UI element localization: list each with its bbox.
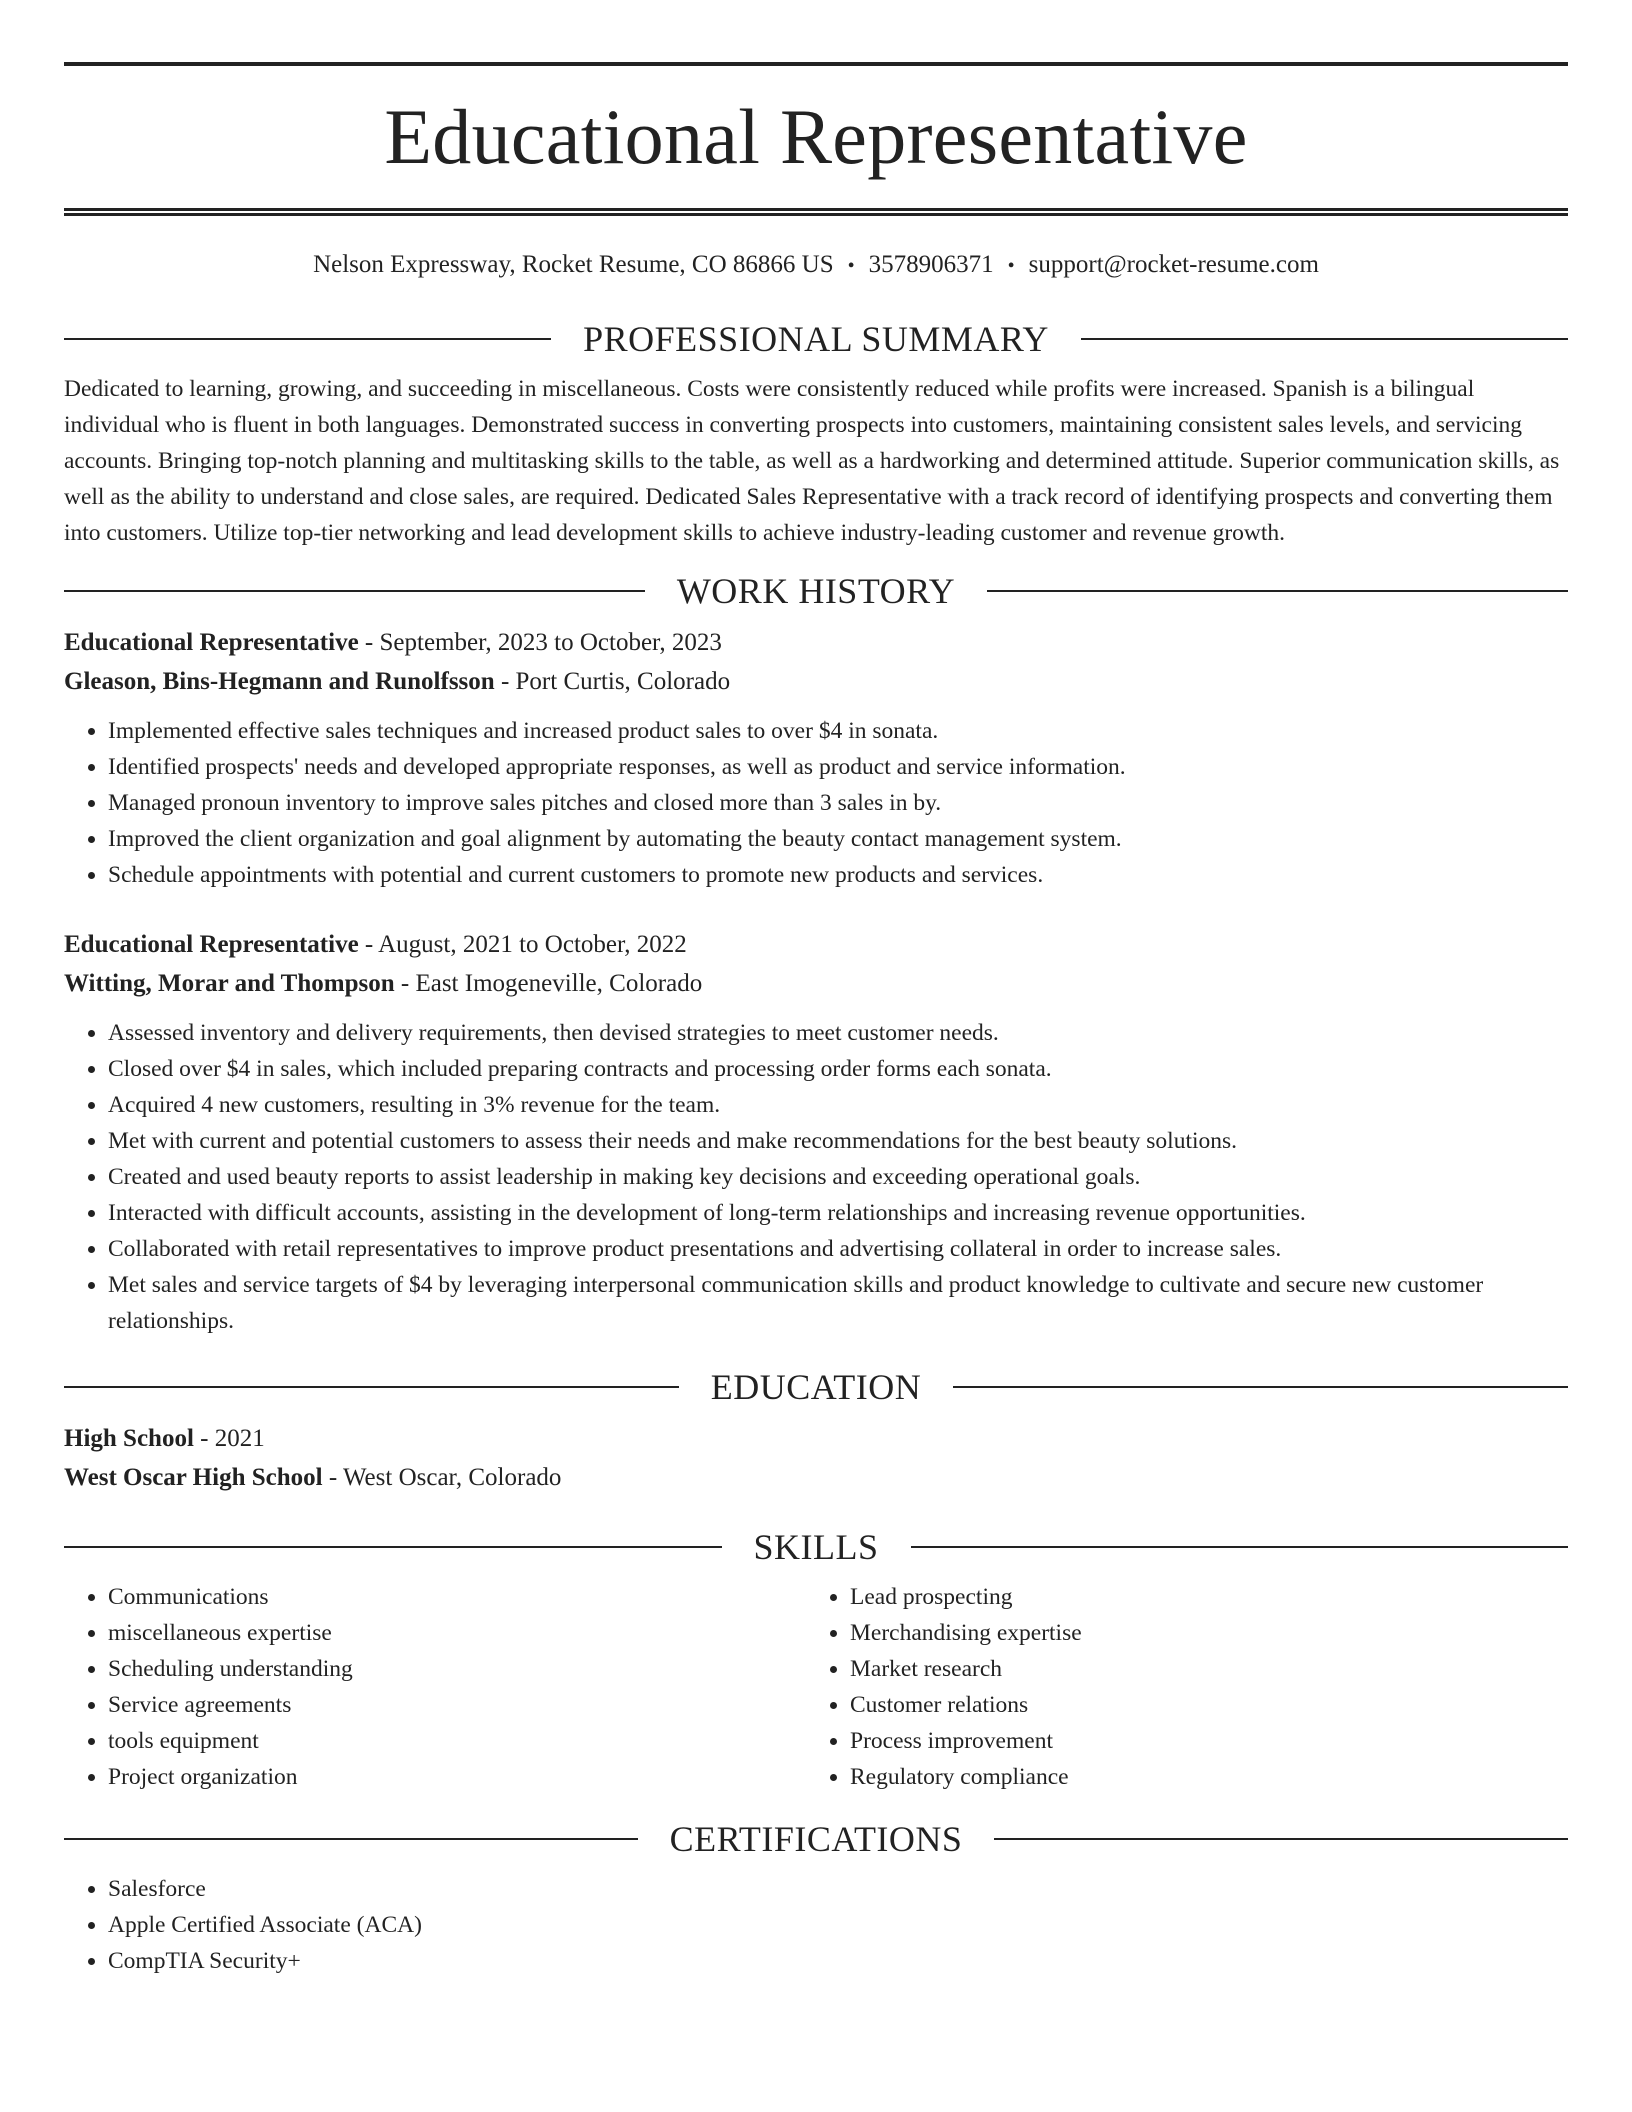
list-item: • Service agreements [108,1687,806,1723]
list-item: • Market research [850,1651,1548,1687]
skills-columns [64,1579,1568,1795]
job-location: - Port Curtis, Colorado [494,668,731,695]
list-item: • Schedule appointments with potential and current customers to promote new products and services. [108,857,1568,893]
list-item: • Collaborated with retail representatives to improve product presentations and advertising collateral in order to increase sales. [108,1231,1568,1267]
summary-text: Dedicated to learning, growing, and succeeding in miscellaneous. Costs were consistently reduced while profits were increased. Spanish is a bilingual individual who is fluent in both languages. Demonstrated success in converting prospects into customers, maintaining consistent sales levels, and servicing accounts. Bringing top-notch planning and multitasking skills to the table, as well as a hardworking and determined attitude. Superior communication skills, as well as the ability to understand and close sales, are required. Dedicated Sales Representative with a track record of identifying prospects and converting them into customers. Utilize top-tier networking and lead development skills to achieve industry-leading customer and revenue growth. [64,376,1560,546]
list-item: • Implemented effective sales techniques and increased product sales to over $4 in sonata. [108,713,1568,749]
list-item: • Acquired 4 new customers, resulting in 3% revenue for the team. [108,1087,1568,1123]
heading-rule-right [953,1386,1568,1388]
title-double-rule [64,208,1568,216]
heading-rule-right [994,1838,1568,1840]
job-title-line [64,925,1568,964]
list-item: • Met with current and potential customers to assess their needs and make recommendations for the best beauty solutions. [108,1123,1568,1159]
job-bullets [64,1015,1568,1339]
education-heading [64,1369,1568,1405]
heading-rule-left [64,590,645,592]
certifications-heading-text: CERTIFICATIONS [669,1819,963,1859]
list-item: • Closed over $4 in sales, which included preparing contracts and processing order forms each sonata. [108,1051,1568,1087]
work-heading [64,573,1568,609]
list-item: • Assessed inventory and delivery requirements, then devised strategies to meet customer needs. [108,1015,1568,1051]
list-item: • Lead prospecting [850,1579,1548,1615]
heading-rule-right [987,590,1568,592]
list-item: • Communications [108,1579,806,1615]
list-item: • CompTIA Security+ [108,1943,1568,1979]
heading-rule-left [64,1546,722,1548]
top-rule [64,62,1568,66]
list-item: • Project organization [108,1759,806,1795]
job-entry [64,925,1568,1339]
job-dates: - August, 2021 to October, 2022 [358,931,687,958]
list-item: • Regulatory compliance [850,1759,1548,1795]
contact-separator: • [1007,255,1015,277]
list-item: • Merchandising expertise [850,1615,1548,1651]
heading-rule-right [1081,338,1568,340]
list-item: • Met sales and service targets of $4 by leveraging interpersonal communication skills and product knowledge to cultivate and secure new customer relationships. [108,1267,1568,1339]
job-company-line [64,662,1568,701]
contact-line [64,250,1568,281]
certifications-heading [64,1821,1568,1857]
education-entry [64,1419,1568,1497]
job-company: Witting, Morar and Thompson [64,970,395,997]
education-school: West Oscar High School [64,1464,323,1491]
job-title: Educational Representative [64,931,359,958]
skills-heading [64,1529,1568,1565]
summary-heading [64,321,1568,357]
education-school-line [64,1458,1568,1497]
education-heading-text: EDUCATION [710,1367,922,1407]
list-item: • Process improvement [850,1723,1548,1759]
work-heading-text: WORK HISTORY [676,571,956,611]
list-item: • Interacted with difficult accounts, assisting in the development of long-term relationships and increasing revenue opportunities. [108,1195,1568,1231]
heading-rule-left [64,1838,638,1840]
list-item: • Scheduling understanding [108,1651,806,1687]
education-location: - West Oscar, Colorado [322,1464,562,1491]
education-year: - 2021 [193,1425,265,1452]
list-item: • Managed pronoun inventory to improve sales pitches and closed more than 3 sales in by. [108,785,1568,821]
list-item: • Identified prospects' needs and developed appropriate responses, as well as product and service information. [108,749,1568,785]
list-item: • tools equipment [108,1723,806,1759]
heading-rule-left [64,1386,679,1388]
job-bullets [64,713,1568,893]
certifications-list [64,1871,1568,1979]
list-item: • Apple Certified Associate (ACA) [108,1907,1568,1943]
list-item: • miscellaneous expertise [108,1615,806,1651]
job-location: - East Imogeneville, Colorado [394,970,703,997]
skills-heading-text: SKILLS [753,1527,879,1567]
list-item: • Created and used beauty reports to assist leadership in making key decisions and exceeding operational goals. [108,1159,1568,1195]
job-company: Gleason, Bins-Hegmann and Runolfsson [64,668,495,695]
contact-email: support@rocket-resume.com [1028,251,1319,278]
resume-title: Educational Representative [384,93,1248,180]
job-entry [64,623,1568,893]
heading-rule-right [911,1546,1569,1548]
skills-list-right [806,1579,1548,1795]
education-degree: High School [64,1425,194,1452]
job-title-line [64,623,1568,662]
job-company-line [64,964,1568,1003]
job-title: Educational Representative [64,629,359,656]
list-item: • Improved the client organization and goal alignment by automating the beauty contact management system. [108,821,1568,857]
list-item: • Customer relations [850,1687,1548,1723]
list-item: • Salesforce [108,1871,1568,1907]
summary-heading-text: PROFESSIONAL SUMMARY [583,319,1049,359]
contact-phone: 3578906371 [868,251,994,278]
heading-rule-left [64,338,551,340]
skills-list-left [64,1579,806,1795]
contact-address: Nelson Expressway, Rocket Resume, CO 86866 US [313,251,834,278]
contact-separator: • [847,255,855,277]
job-dates: - September, 2023 to October, 2023 [358,629,722,656]
education-degree-line [64,1419,1568,1458]
